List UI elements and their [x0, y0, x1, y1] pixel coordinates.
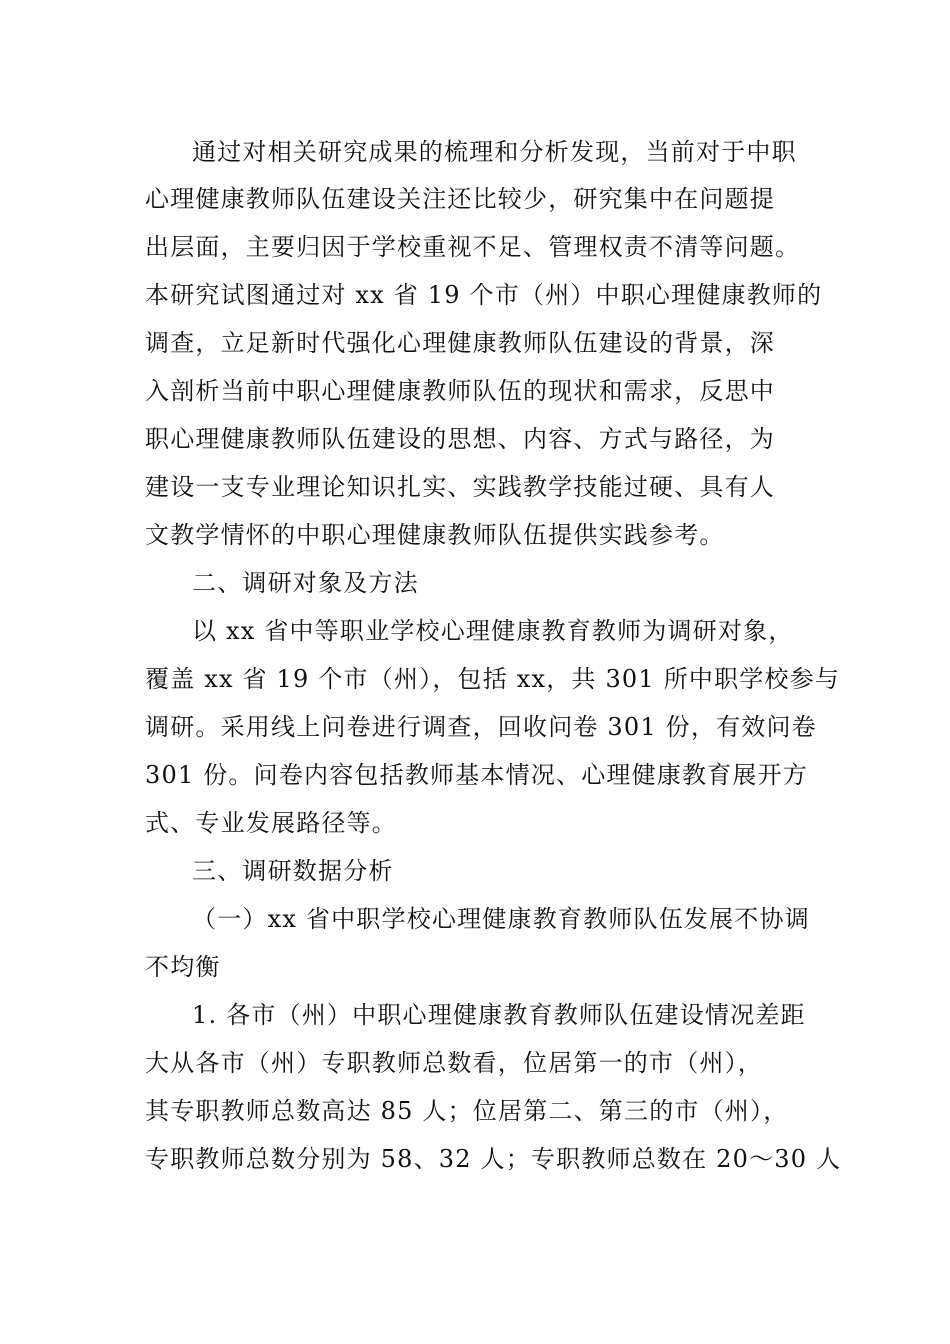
subsection-heading: （一）xx 省中职学校心理健康教育教师队伍发展不协调 — [192, 905, 810, 933]
paragraph-line: 覆盖 xx 省 19 个市（州），包括 xx，共 301 所中职学校参与 — [145, 665, 841, 693]
paragraph-line: 心理健康教师队伍建设关注还比较少，研究集中在问题提 — [145, 185, 775, 213]
paragraph-line: 专职教师总数分别为 58、32 人；专职教师总数在 20～30 人 — [145, 1145, 842, 1173]
subsection-heading-continued: 不均衡 — [145, 953, 221, 981]
paragraph-line: 式、专业发展路径等。 — [145, 809, 397, 837]
paragraph-line: 其专职教师总数高达 85 人；位居第二、第三的市（州）， — [145, 1097, 789, 1125]
paragraph-line: 1. 各市（州）中职心理健康教育教师队伍建设情况差距 — [192, 1001, 806, 1029]
paragraph-line: 以 xx 省中等职业学校心理健康教育教师为调研对象， — [192, 617, 794, 645]
paragraph-line: 出层面，主要归因于学校重视不足、管理权责不清等问题。 — [145, 233, 801, 261]
paragraph-line: 职心理健康教师队伍建设的思想、内容、方式与路径，为 — [145, 425, 775, 453]
paragraph-line: 301 份。问卷内容包括教师基本情况、心理健康教育展开方 — [145, 761, 809, 789]
paragraph-line: 调研。采用线上问卷进行调查，回收问卷 301 份，有效问卷 — [145, 713, 817, 741]
paragraph-line: 建设一支专业理论知识扎实、实践教学技能过硬、具有人 — [145, 473, 775, 501]
paragraph-line: 文教学情怀的中职心理健康教师队伍提供实践参考。 — [145, 521, 725, 549]
paragraph-line: 大从各市（州）专职教师总数看，位居第一的市（州）， — [145, 1049, 763, 1077]
paragraph-line: 通过对相关研究成果的梳理和分析发现，当前对于中职 — [192, 138, 797, 166]
section-heading: 三、调研数据分析 — [192, 857, 394, 885]
paragraph-line: 入剖析当前中职心理健康教师队伍的现状和需求，反思中 — [145, 377, 775, 405]
paragraph-line: 本研究试图通过对 xx 省 19 个市（州）中职心理健康教师的 — [145, 281, 823, 309]
paragraph-line: 调查，立足新时代强化心理健康教师队伍建设的背景，深 — [145, 329, 775, 357]
section-heading: 二、调研对象及方法 — [192, 569, 419, 597]
